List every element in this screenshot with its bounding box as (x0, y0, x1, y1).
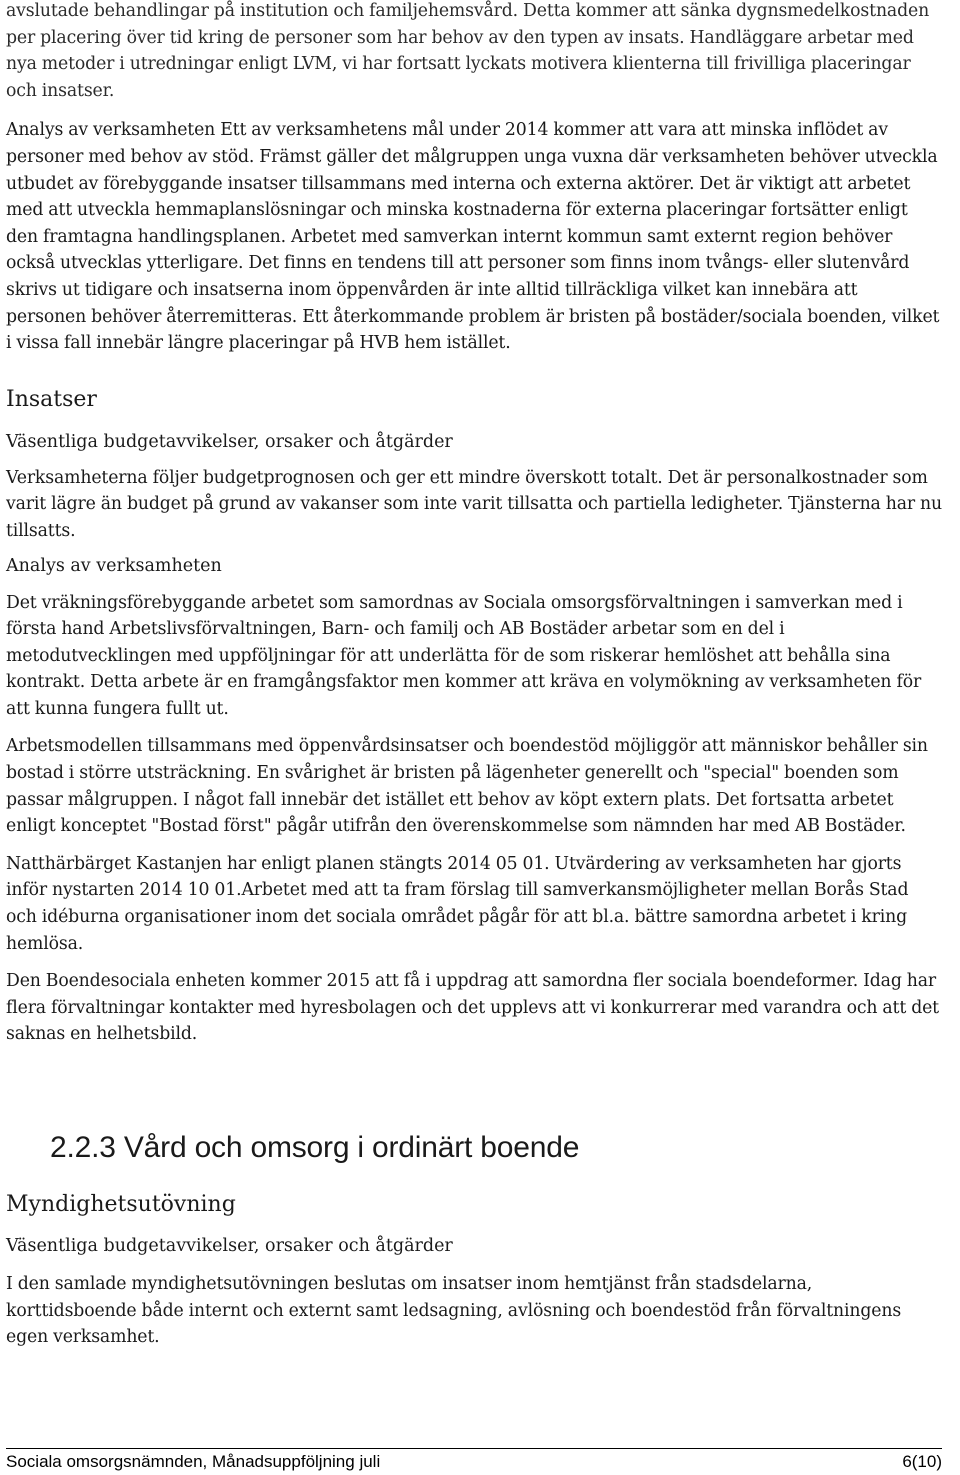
analysis-heading: Analys av verksamheten (6, 555, 222, 576)
budget-heading: Väsentliga budgetavvikelser, orsaker och åtgärder (6, 431, 453, 452)
analysis-text: Ett av verksamhetens mål under 2014 kommer att vara att minska inflödet av personer med behov av stöd. Främst gäller det målgruppen unga vuxna där verksamheten behöver utveckla utbudet av förebyggande insatser tillsammans med interna och externa aktörer. Det är viktigt att arbetet med att utveckla hemmaplanslösningar och minska kostnaderna för externa placeringar fortsätter enligt den framtagna handlingsplanen. Arbetet med samverkan internt kommun samt externt region behöver också utvecklas ytterligare. Det finns en tendens till att personer som finns inom tvångs- eller slutenvård skrivs ut tidigare och insatserna inom öppenvården är inte alltid tillräckliga vilket kan innebära att personen behöver återremitteras. Ett återkommande problem är bristen på bostäder/sociala boenden, vilket i vissa fall innebär längre placeringar på HVB hem istället. (6, 120, 940, 354)
paragraph-boendesociala: Den Boendesociala enheten kommer 2015 att få i uppdrag att samordna fler sociala boendeformer. Idag har flera förvaltningar kontakter med hyresbolagen och det upplevs att vi konkurrerar med varandra och att det saknas en helhetsbild. (6, 971, 939, 1045)
intro-paragraph: avslutade behandlingar på institution och familjehemsvård. Detta kommer att sänka dygnsmedelkostnaden per placering över tid kring de personer som har behov av den typen av insats. Handläggare arbetar med nya metoder i utredningar enligt LVM, vi har fortsatt lyckats motivera klienterna till frivilliga placeringar och insatser. (6, 1, 930, 101)
footer-title: Sociala omsorgsnämnden, Månadsuppföljning juli (6, 1452, 381, 1471)
page-footer (6, 1448, 942, 1475)
paragraph-arbetsmodellen: Arbetsmodellen tillsammans med öppenvårdsinsatser och boendestöd möjliggör att människor behåller sin bostad i större utsträckning. En svårighet är bristen på lägenheter generellt och "special" boenden som passar målgruppen. I något fall innebär det istället ett behov av köpt extern plats. Det fortsatta arbetet enligt konceptet "Bostad först" pågår utifrån den överenskommelse som nämnden har med AB Bostäder. (6, 736, 928, 837)
analysis-paragraph (6, 117, 942, 356)
budget-heading-223: Väsentliga budgetavvikelser, orsaker och åtgärder (6, 1236, 453, 1256)
budget-paragraph: Verksamheterna följer budgetprognosen och ger ett mindre överskott totalt. Det är personalkostnader som varit lägre än budget på grund av vakanser som inte varit tillsatta och partiella ledigheter. Tjänsterna har nu tillsatts. (6, 467, 943, 541)
document-page (6, 0, 942, 1351)
page-number: 6(10) (902, 1452, 942, 1471)
section-heading-insatser: Insatser (6, 386, 97, 412)
section-heading-2-2-3: 2.2.3 Vård och omsorg i ordinärt boende (50, 1131, 580, 1164)
paragraph-vrakning: Det vräkningsförebyggande arbetet som samordnas av Sociala omsorgsförvaltningen i samverkan med i första hand Arbetslivsförvaltningen, Barn- och familj och AB Bostäder arbetar som en del i metodutvecklingen med uppföljningar för att underlätta för de som riskerar hemlöshet att behålla sina kontrakt. Detta arbete är en framgångsfaktor men kommer att kräva en volymökning av verksamheten för att kunna fungera fullt ut. (6, 592, 922, 719)
sub-heading-myndighetsutovning: Myndighetsutövning (6, 1192, 236, 1217)
analysis-lead: Analys av verksamheten (6, 120, 216, 141)
paragraph-myndighetsutovning: I den samlade myndighetsutövningen beslutas om insatser inom hemtjänst från stadsdelarna, korttidsboende både internt och externt samt ledsagning, avlösning och boendestöd från förvaltningens egen verksamhet. (6, 1274, 902, 1348)
paragraph-natthärbärget: Natthärbärget Kastanjen har enligt planen stängts 2014 05 01. Utvärdering av verksamheten har gjorts inför nystarten 2014 10 01.Arbetet med att ta fram förslag till samverkansmöjligheter mellan Borås Stad och idéburna organisationer inom det sociala området pågår för att bl.a. bättre samordna arbetet i kring hemlösa. (6, 853, 909, 954)
